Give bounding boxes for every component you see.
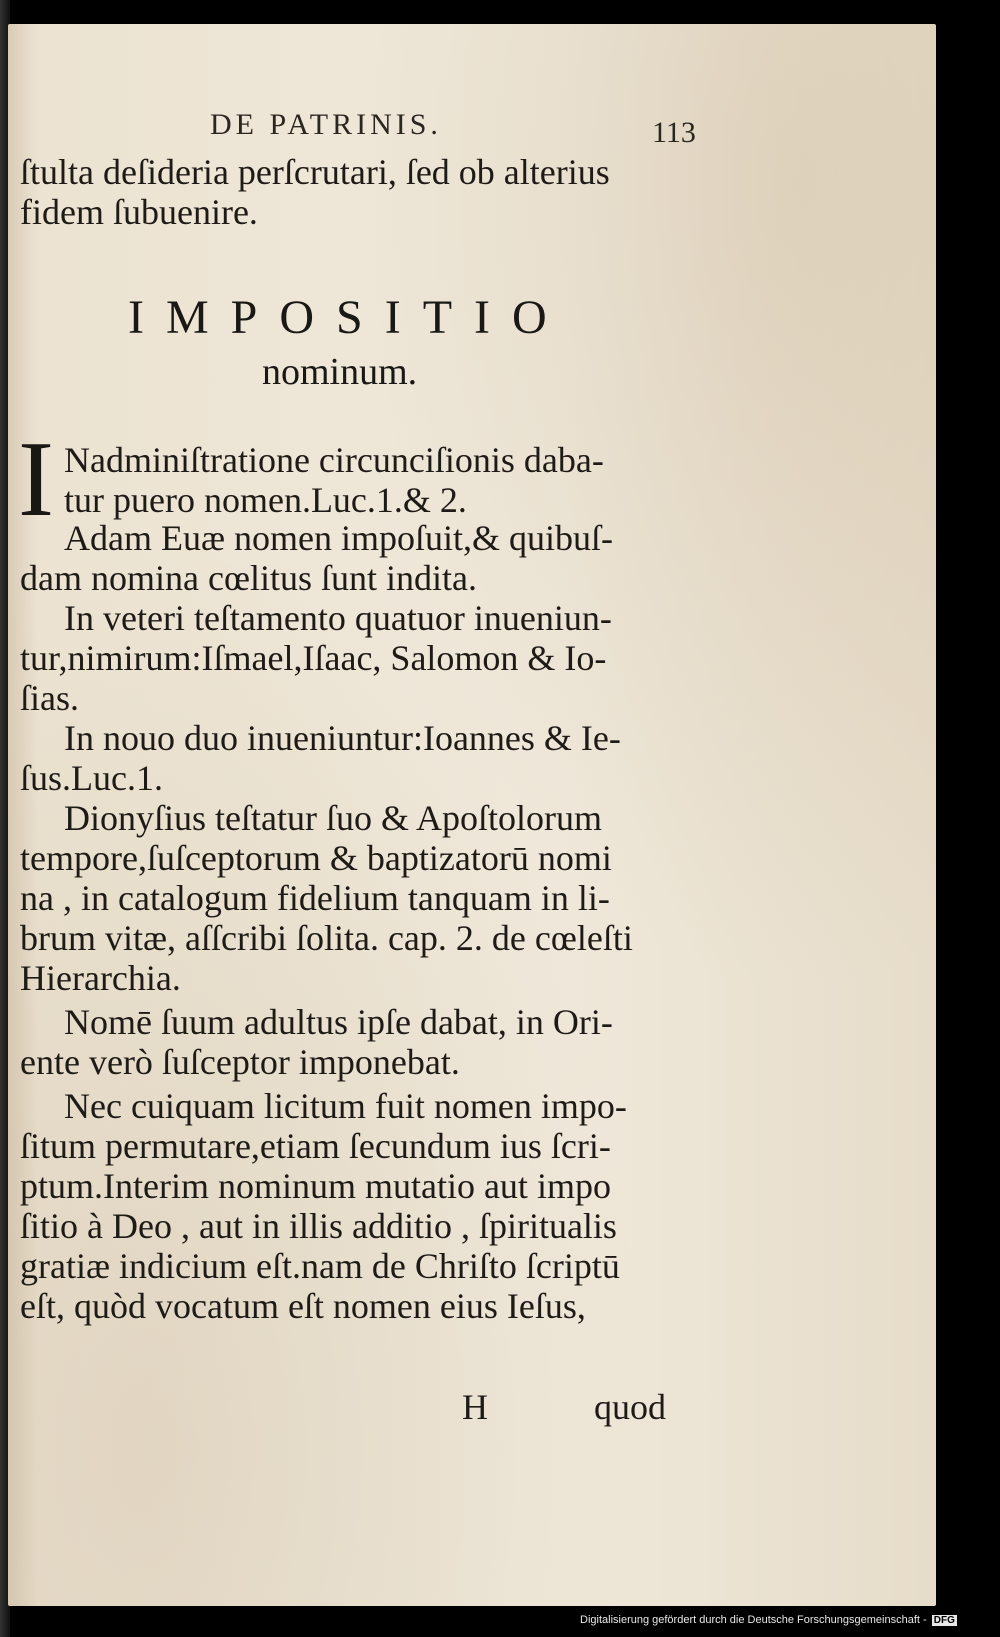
page-number: 113 xyxy=(652,116,696,149)
body-line: Dionyſius teſtatur ſuo & Apoſtolorum xyxy=(64,798,602,838)
signature-mark: H xyxy=(462,1387,488,1427)
body-line: ſitio à Deo , aut in illis additio , ſpiritualis xyxy=(20,1206,617,1246)
body-line: gratiæ indicium eſt.nam de Chriſto ſcriptū xyxy=(20,1246,620,1286)
digitization-credit xyxy=(580,1614,957,1626)
body-line: In veteri teſtamento quatuor inueniun- xyxy=(64,598,612,638)
continuation-line: ſtulta deſideria perſcrutari, ſed ob alterius xyxy=(20,152,610,192)
body-line: tur,nimirum:Iſmael,Iſaac, Salomon & Io- xyxy=(20,638,607,678)
dfg-logo: DFG xyxy=(933,1615,955,1626)
drop-cap-initial: I xyxy=(18,420,54,539)
body-line: brum vitæ, aſſcribi ſolita. cap. 2. de cœleſti xyxy=(20,918,633,958)
body-line: Adam Euæ nomen impoſuit,& quibuſ- xyxy=(64,518,613,558)
body-line: ptum.Interim nominum mutatio aut impo xyxy=(20,1166,611,1206)
section-subtitle: nominum. xyxy=(262,351,418,393)
body-line: Nec cuiquam licitum fuit nomen impo- xyxy=(64,1086,627,1126)
body-line: eſt, quòd vocatum eſt nomen eius Ieſus, xyxy=(20,1286,586,1326)
body-line: ſias. xyxy=(20,678,79,718)
body-line: Nomē ſuum adultus ipſe dabat, in Ori- xyxy=(64,1002,613,1042)
section-title: IMPOSITIO xyxy=(128,291,569,344)
body-line: tempore,ſuſceptorum & baptizatorū nomi xyxy=(20,838,612,878)
body-line: na , in catalogum fidelium tanquam in li- xyxy=(20,878,610,918)
catchword: quod xyxy=(594,1387,666,1427)
body-line: tur puero nomen.Luc.1.& 2. xyxy=(64,480,467,520)
body-line: ſitum permutare,etiam ſecundum ius ſcri- xyxy=(20,1126,611,1166)
running-head: DE PATRINIS. xyxy=(210,108,442,141)
body-line: ſus.Luc.1. xyxy=(20,758,163,798)
body-line: Hierarchia. xyxy=(20,958,181,998)
body-line: In nouo duo inueniuntur:Ioannes & Ie- xyxy=(64,718,621,758)
continuation-line: fidem ſubuenire. xyxy=(20,192,258,232)
body-line: dam nomina cœlitus ſunt indita. xyxy=(20,558,477,598)
body-line: Nadminiſtratione circunciſionis daba- xyxy=(64,440,604,480)
credit-text: Digitalisierung gefördert durch die Deutsche Forschungsgemeinschaft - xyxy=(580,1614,927,1626)
body-line: ente verò ſuſceptor imponebat. xyxy=(20,1042,460,1082)
